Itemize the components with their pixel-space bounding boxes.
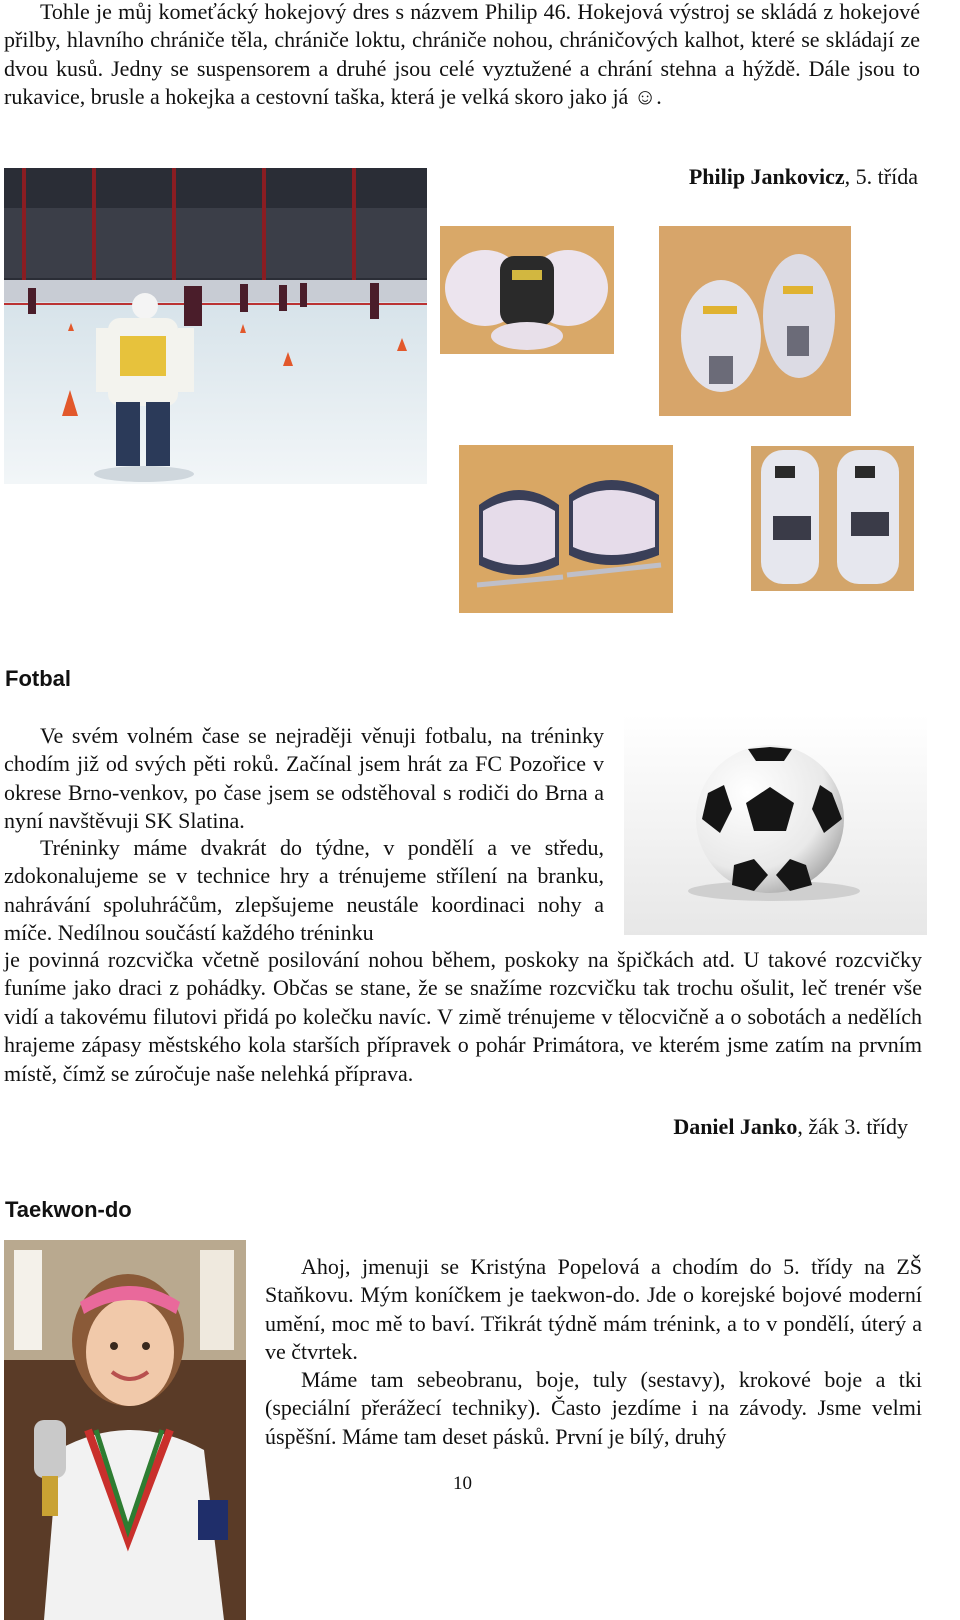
page-number: 10 <box>453 1473 472 1494</box>
hockey-author-name: Philip Jankovicz <box>688 164 845 189</box>
taekwondo-heading: Taekwon-do <box>5 1197 132 1222</box>
hockey-text: Tohle je můj komeťácký hokejový dres s názvem Philip 46. Hokejová výstroj se skládá z hokejové přilby, hlavního chrániče těla, chrániče loktu, chrániče nohou, chráničových kalhot, které se skládají ze dvou kusů. Jedny se suspensorem a druhé jsou celé vyztužené a chrání stehna a hýždě. Dále jsou to rukavice, brusle a hokejka a cestovní taška, která je velká skoro jako já ☺. <box>4 0 920 110</box>
football-author-name: Daniel Janko <box>673 1114 798 1139</box>
football-author-suffix: , žák 3. třídy <box>797 1114 908 1139</box>
taekwondo-paragraph-2: Máme tam sebeobranu, boje, tuly (sestavy), krokové boje a tki (speciální přerážecí techniky). Často jezdíme i na závody. Jsme velmi úspěšní. Máme tam deset pásků. První je bílý, druhý <box>265 1367 922 1449</box>
taekwondo-paragraph-1: Ahoj, jmenuji se Kristýna Popelová a chodím do 5. třídy na ZŠ Staňkovu. Mým koníčkem je taekwon-do. Jde o korejské bojové moderní umění, moc mě to baví. Třikrát týdně mám trénink, a to v pondělí, úterý a ve čtvrtek. <box>265 1254 922 1365</box>
hockey-author <box>689 164 918 190</box>
shin-guards-photo <box>751 446 914 591</box>
football-paragraph-2-rest: je povinná rozcvička včetně posilování nohou během, poskoky na špičkách atd. U takové rozcvičky funíme jako draci z pohádky. Občas se stane, že se snažíme rozcvičku tak trochu ošulit, leč trenér vše vidí a takovému filutovi přidá po kolečku navíc. V zimě trénujeme v tělocvičně a o sobotách a nedělích hrajeme zápasy městského kola starších přípravek o pohár Primátora, ve kterém jsme zatím na prvním místě, čímž se zúročuje naše nelehká příprava. <box>4 947 922 1086</box>
skates-photo <box>459 445 673 613</box>
football-author <box>673 1114 908 1140</box>
football-heading: Fotbal <box>5 666 71 691</box>
shoulder-pads-photo <box>440 226 614 354</box>
soccer-ball-image <box>624 715 927 935</box>
hockey-author-suffix: , 5. třída <box>844 164 918 189</box>
girl-with-trophy-photo <box>4 1240 246 1620</box>
football-paragraph-1: Ve svém volném čase se nejraději věnuji fotbalu, na tréninky chodím již od svých pěti roků. Začínal jsem hrát za FC Pozořice v okrese Brno-venkov, po čase jsem se odstěhoval s rodiči do Brna a nyní navštěvuji SK Slatina. <box>4 723 604 834</box>
ice-rink-photo <box>4 168 427 484</box>
elbow-pads-photo <box>659 226 851 416</box>
football-paragraph-2-top: Tréninky máme dvakrát do týdne, v pondělí a ve středu, zdokonalujeme se v technice hry a trénujeme střílení na branku, nahrávání spoluhráčům, zlepšujeme neustále koordinaci nohy a míče. Nedílnou součástí každého tréninku <box>4 835 604 946</box>
